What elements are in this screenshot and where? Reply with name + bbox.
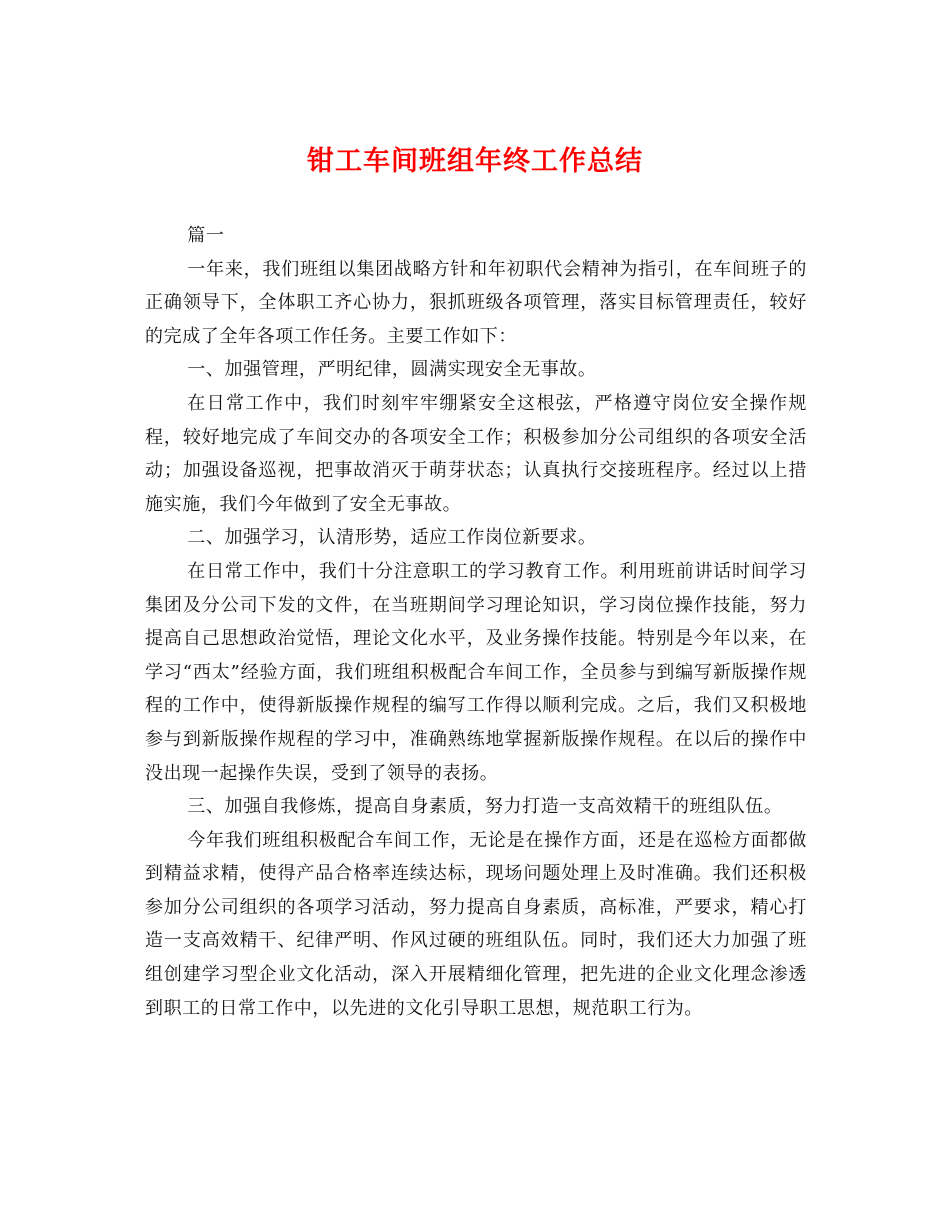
body-paragraph-3: 今年我们班组积极配合车间工作，无论是在操作方面，还是在巡检方面都做到精益求精，使得产品合格率连续达标，现场问题处理上及时准确。我们还积极参加分公司组织的各项学习活动，努力提高自身素质，高标准，严要求，精心打造一支高效精干、纪律严明、作风过硬的班组队伍。同时，我们还大力加强了班组创建学习型企业文化活动，深入开展精细化管理，把先进的企业文化理念渗透到职工的日常工作中，以先进的文化引导职工思想，规范职工行为。 — [145, 829, 807, 1019]
section-heading-3: 三、加强自我修炼，提高自身素质，努力打造一支高效精干的班组队伍。 — [187, 796, 783, 818]
section-heading-2: 二、加强学习，认清形势，适应工作岗位新要求。 — [187, 527, 597, 549]
section-heading-1: 一、加强管理，严明纪律，圆满实现安全无事故。 — [187, 359, 597, 381]
document-body — [145, 219, 807, 1025]
body-paragraph-1: 在日常工作中，我们时刻牢牢绷紧安全这根弦，严格遵守岗位安全操作规程，较好地完成了车间交办的各项安全工作；积极参加分公司组织的各项安全活动；加强设备巡视，把事故消灭于萌芽状态；认真执行交接班程序。经过以上措施实施，我们今年做到了安全无事故。 — [145, 392, 807, 515]
intro-paragraph: 一年来，我们班组以集团战略方针和年初职代会精神为指引，在车间班子的正确领导下，全体职工齐心协力，狠抓班级各项管理，落实目标管理责任，较好的完成了全年各项工作任务。主要工作如下： — [145, 258, 807, 347]
body-paragraph-2: 在日常工作中，我们十分注意职工的学习教育工作。利用班前讲话时间学习集团及分公司下发的文件，在当班期间学习理论知识，学习岗位操作技能，努力提高自己思想政治觉悟，理论文化水平，及业务操作技能。特别是今年以来，在学习“西太”经验方面，我们班组积极配合车间工作，全员参与到编写新版操作规程的工作中，使得新版操作规程的编写工作得以顺利完成。之后，我们又积极地参与到新版操作规程的学习中，准确熟练地掌握新版操作规程。在以后的操作中没出现一起操作失误，受到了领导的表扬。 — [145, 560, 807, 784]
document-title: 钳工车间班组年终工作总结 — [307, 146, 643, 177]
section-label: 篇一 — [187, 225, 225, 246]
